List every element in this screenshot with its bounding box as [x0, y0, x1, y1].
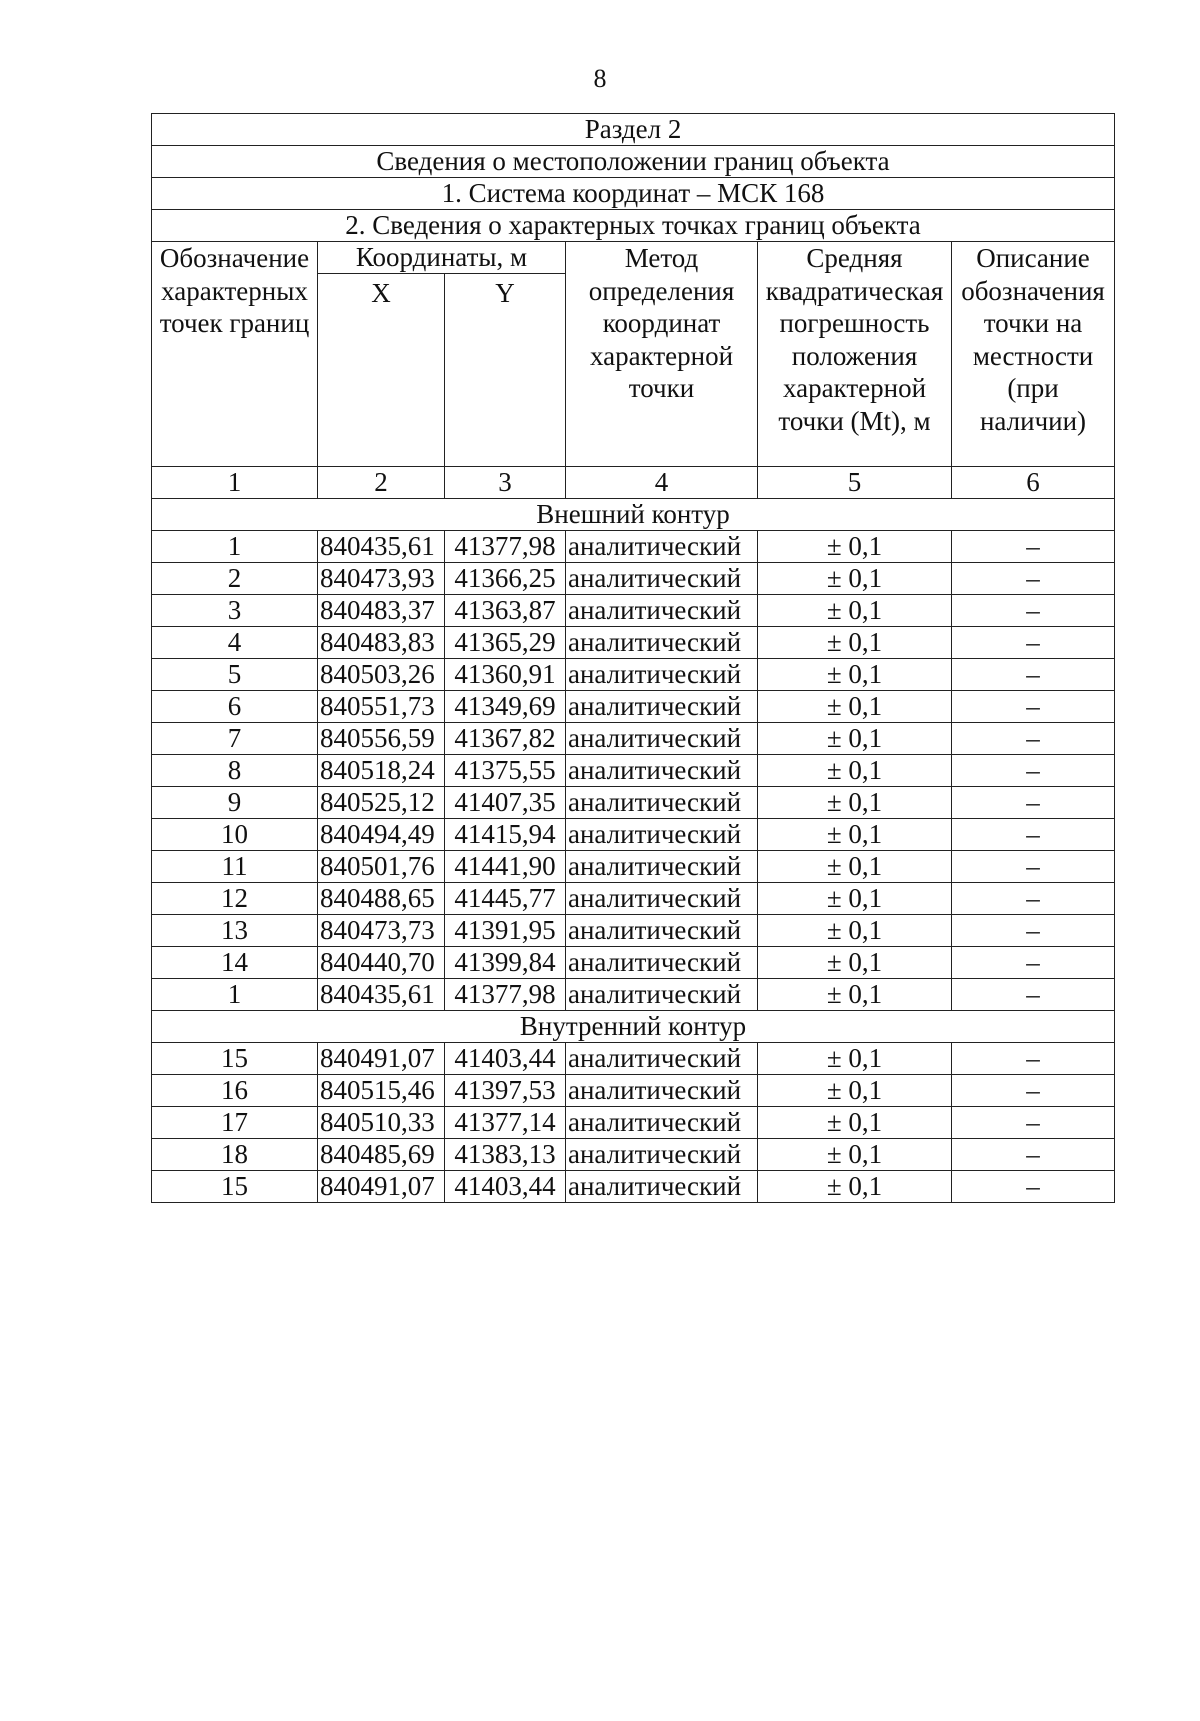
error-cell: ± 0,1	[758, 627, 952, 659]
description-cell: –	[952, 531, 1115, 563]
points-title: 2. Сведения о характерных точках границ объекта	[152, 210, 1115, 242]
coord-x: 840503,26	[318, 659, 445, 691]
coord-system: 1. Система координат – МСК 168	[152, 178, 1115, 210]
method-cell: аналитический	[566, 595, 758, 627]
column-number: 5	[758, 467, 952, 499]
error-cell: ± 0,1	[758, 979, 952, 1011]
boundary-points-table	[151, 113, 1115, 1203]
error-cell: ± 0,1	[758, 723, 952, 755]
description-cell: –	[952, 819, 1115, 851]
description-cell: –	[952, 1043, 1115, 1075]
contour-title: Внутренний контур	[152, 1011, 1115, 1043]
points-title-row	[152, 210, 1115, 242]
table-row	[152, 1075, 1115, 1107]
method-cell: аналитический	[566, 691, 758, 723]
table-row	[152, 1139, 1115, 1171]
description-cell: –	[952, 595, 1115, 627]
description-cell: –	[952, 1139, 1115, 1171]
coord-y: 41360,91	[445, 659, 566, 691]
description-cell: –	[952, 1107, 1115, 1139]
coord-y: 41367,82	[445, 723, 566, 755]
coord-x: 840525,12	[318, 787, 445, 819]
section-title-row	[152, 114, 1115, 146]
contour-title-row	[152, 499, 1115, 531]
description-cell: –	[952, 979, 1115, 1011]
column-number: 4	[566, 467, 758, 499]
method-cell: аналитический	[566, 947, 758, 979]
section-title: Раздел 2	[152, 114, 1115, 146]
method-cell: аналитический	[566, 1075, 758, 1107]
table-row	[152, 947, 1115, 979]
coord-y: 41349,69	[445, 691, 566, 723]
coord-x: 840483,37	[318, 595, 445, 627]
table-row	[152, 691, 1115, 723]
error-cell: ± 0,1	[758, 531, 952, 563]
table-row	[152, 979, 1115, 1011]
coord-x: 840510,33	[318, 1107, 445, 1139]
coord-x: 840515,46	[318, 1075, 445, 1107]
table-row	[152, 1171, 1115, 1203]
coord-y: 41445,77	[445, 883, 566, 915]
error-cell: ± 0,1	[758, 1075, 952, 1107]
table-row	[152, 915, 1115, 947]
method-cell: аналитический	[566, 883, 758, 915]
coord-y: 41397,53	[445, 1075, 566, 1107]
point-number: 12	[152, 883, 318, 915]
coord-x: 840473,73	[318, 915, 445, 947]
coord-y: 41407,35	[445, 787, 566, 819]
table-row	[152, 1107, 1115, 1139]
error-cell: ± 0,1	[758, 947, 952, 979]
coord-y: 41403,44	[445, 1171, 566, 1203]
method-cell: аналитический	[566, 723, 758, 755]
method-cell: аналитический	[566, 819, 758, 851]
error-cell: ± 0,1	[758, 595, 952, 627]
coord-y: 41365,29	[445, 627, 566, 659]
header-description: Описание обозначения точки на местности (при наличии)	[952, 242, 1115, 467]
point-number: 6	[152, 691, 318, 723]
point-number: 1	[152, 979, 318, 1011]
coord-x: 840501,76	[318, 851, 445, 883]
point-number: 10	[152, 819, 318, 851]
subtitle-row	[152, 146, 1115, 178]
error-cell: ± 0,1	[758, 787, 952, 819]
coord-x: 840518,24	[318, 755, 445, 787]
point-number: 8	[152, 755, 318, 787]
header-y: Y	[445, 274, 566, 467]
method-cell: аналитический	[566, 787, 758, 819]
table-row	[152, 883, 1115, 915]
coord-x: 840488,65	[318, 883, 445, 915]
coord-y: 41366,25	[445, 563, 566, 595]
coord-x: 840494,49	[318, 819, 445, 851]
point-number: 2	[152, 563, 318, 595]
error-cell: ± 0,1	[758, 883, 952, 915]
coord-y: 41441,90	[445, 851, 566, 883]
point-number: 17	[152, 1107, 318, 1139]
error-cell: ± 0,1	[758, 851, 952, 883]
column-number: 1	[152, 467, 318, 499]
point-number: 15	[152, 1171, 318, 1203]
coord-x: 840483,83	[318, 627, 445, 659]
description-cell: –	[952, 659, 1115, 691]
header-x: X	[318, 274, 445, 467]
coord-y: 41399,84	[445, 947, 566, 979]
header-error: Средняя квадратическая погрешность положения характерной точки (Mt), м	[758, 242, 952, 467]
description-cell: –	[952, 627, 1115, 659]
coord-y: 41403,44	[445, 1043, 566, 1075]
table-row	[152, 723, 1115, 755]
coord-x: 840491,07	[318, 1171, 445, 1203]
table-row	[152, 595, 1115, 627]
error-cell: ± 0,1	[758, 1171, 952, 1203]
coord-y: 41383,13	[445, 1139, 566, 1171]
header-coordinates: Координаты, м	[318, 242, 566, 274]
method-cell: аналитический	[566, 851, 758, 883]
description-cell: –	[952, 723, 1115, 755]
method-cell: аналитический	[566, 979, 758, 1011]
error-cell: ± 0,1	[758, 819, 952, 851]
coord-system-row	[152, 178, 1115, 210]
coord-x: 840473,93	[318, 563, 445, 595]
error-cell: ± 0,1	[758, 1139, 952, 1171]
error-cell: ± 0,1	[758, 915, 952, 947]
point-number: 14	[152, 947, 318, 979]
table-row	[152, 819, 1115, 851]
coord-x: 840556,59	[318, 723, 445, 755]
method-cell: аналитический	[566, 659, 758, 691]
method-cell: аналитический	[566, 1107, 758, 1139]
column-number: 2	[318, 467, 445, 499]
contour-title: Внешний контур	[152, 499, 1115, 531]
column-number: 3	[445, 467, 566, 499]
coord-y: 41391,95	[445, 915, 566, 947]
point-number: 5	[152, 659, 318, 691]
point-number: 16	[152, 1075, 318, 1107]
method-cell: аналитический	[566, 915, 758, 947]
coord-x: 840435,61	[318, 531, 445, 563]
description-cell: –	[952, 883, 1115, 915]
description-cell: –	[952, 915, 1115, 947]
point-number: 7	[152, 723, 318, 755]
description-cell: –	[952, 755, 1115, 787]
coord-y: 41377,14	[445, 1107, 566, 1139]
point-number: 1	[152, 531, 318, 563]
coord-x: 840491,07	[318, 1043, 445, 1075]
description-cell: –	[952, 1075, 1115, 1107]
point-number: 13	[152, 915, 318, 947]
error-cell: ± 0,1	[758, 563, 952, 595]
table-row	[152, 563, 1115, 595]
column-number: 6	[952, 467, 1115, 499]
table-row	[152, 659, 1115, 691]
description-cell: –	[952, 563, 1115, 595]
coord-y: 41415,94	[445, 819, 566, 851]
error-cell: ± 0,1	[758, 755, 952, 787]
header-point-designation: Обозначение характерных точек границ	[152, 242, 318, 467]
error-cell: ± 0,1	[758, 1043, 952, 1075]
method-cell: аналитический	[566, 1171, 758, 1203]
point-number: 15	[152, 1043, 318, 1075]
table-row	[152, 531, 1115, 563]
column-numbers-row	[152, 467, 1115, 499]
error-cell: ± 0,1	[758, 659, 952, 691]
point-number: 18	[152, 1139, 318, 1171]
coord-x: 840435,61	[318, 979, 445, 1011]
method-cell: аналитический	[566, 1139, 758, 1171]
method-cell: аналитический	[566, 755, 758, 787]
coord-x: 840551,73	[318, 691, 445, 723]
coord-y: 41377,98	[445, 531, 566, 563]
table-row	[152, 1043, 1115, 1075]
point-number: 9	[152, 787, 318, 819]
method-cell: аналитический	[566, 563, 758, 595]
point-number: 4	[152, 627, 318, 659]
table-row	[152, 627, 1115, 659]
coord-y: 41363,87	[445, 595, 566, 627]
method-cell: аналитический	[566, 627, 758, 659]
description-cell: –	[952, 1171, 1115, 1203]
coord-x: 840440,70	[318, 947, 445, 979]
description-cell: –	[952, 947, 1115, 979]
method-cell: аналитический	[566, 1043, 758, 1075]
coord-y: 41375,55	[445, 755, 566, 787]
coord-x: 840485,69	[318, 1139, 445, 1171]
description-cell: –	[952, 851, 1115, 883]
description-cell: –	[952, 691, 1115, 723]
table-row	[152, 787, 1115, 819]
page-number: 8	[593, 64, 607, 93]
error-cell: ± 0,1	[758, 1107, 952, 1139]
header-method: Метод определения координат характерной точки	[566, 242, 758, 467]
coord-y: 41377,98	[445, 979, 566, 1011]
point-number: 11	[152, 851, 318, 883]
description-cell: –	[952, 787, 1115, 819]
header-row-1	[152, 242, 1115, 274]
table-row	[152, 851, 1115, 883]
table-row	[152, 755, 1115, 787]
subtitle: Сведения о местоположении границ объекта	[152, 146, 1115, 178]
method-cell: аналитический	[566, 531, 758, 563]
point-number: 3	[152, 595, 318, 627]
error-cell: ± 0,1	[758, 691, 952, 723]
contour-title-row	[152, 1011, 1115, 1043]
